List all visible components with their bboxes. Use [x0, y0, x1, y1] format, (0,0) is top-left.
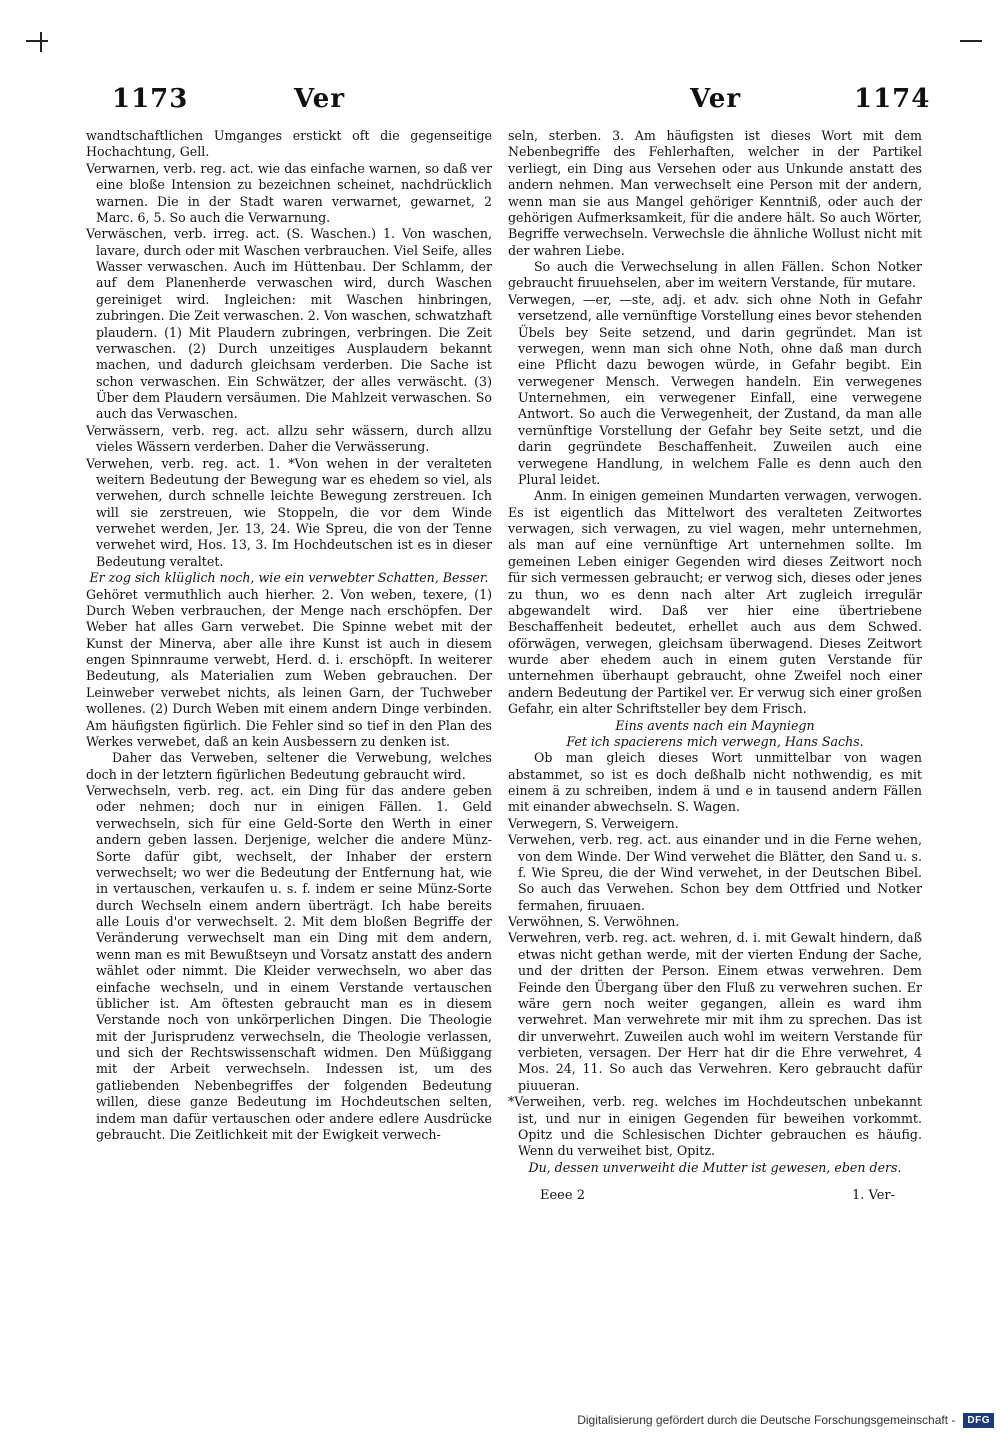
running-head-left: Ver	[294, 84, 346, 114]
dictionary-entry: Verwegern, S. Verweigern.	[508, 815, 679, 831]
dictionary-entry: Verwöhnen, S. Verwöhnen.	[508, 914, 680, 929]
right-column	[508, 128, 922, 1176]
footer-credit: Digitalisierung gefördert durch die Deutsche Forschungsgemeinschaft -	[577, 1413, 956, 1427]
verse-quote: Fet ich spacierens mich verwegn, Hans Sachs.	[566, 733, 864, 749]
crop-mark	[960, 40, 982, 42]
verse-quote: Er zog sich klüglich noch, wie ein verwebter Schatten, Besser.	[89, 570, 489, 586]
crop-mark	[26, 40, 48, 42]
dictionary-entry: Verwäschen, verb. irreg. act. (S. Waschen.) 1. Von waschen, lavare, durch oder mit Waschen verbrauchen. Viel Seife, alles Wasser verwaschen. Auch im Hüttenbau. Der Schlamm, der auf dem Planenherde verwaschen wird, durch Waschen gereiniget wird. Ingleichen: mit Waschen hinbringen, zubringen. Die Zeit verwaschen. 2. Von waschen, schwatzhaft plaudern. (1) Mit Plaudern zubringen, verbringen. Die Zeit verwaschen. (2) Durch unzeitiges Ausplaudern bekannt machen, und dadurch gleichsam verderben. Die Sache ist schon verwaschen. Ein Schwätzer, der alles verwäscht. (3) Über dem Plaudern versäumen. Die Mahlzeit verwaschen. So auch das Verwaschen.	[86, 226, 492, 422]
annotation-paragraph: Anm. In einigen gemeinen Mundarten verwagen, verwogen. Es ist eigentlich das Mittelwort des veralteten Zeitwortes verwagen, sich verwagen, zu viel wagen, mehr unternehmen, als man auf eine vernünftige Art unternehmen sollte. Im gemeinen Leben einiger Gegenden wird dieses Zeitwort noch für sich vermessen gebraucht; er verwog sich, dieses oder jenes zu thun, wo es denn nach alter Art zugleich irregulär abgewandelt wird. Daß ver hier eine übertriebene Beschaffenheit bedeutet, erhellet auch aus dem Schwed. oförwägen, verwegen, gleichsam überwagend. Dieses Zeitwort wurde aber ehedem auch in einem guten Verstande für unternehmen überhaupt gebraucht, ohne Zweifel noch einer andern Bedeutung der Partikel ver. Er verwug sich einer großen Gefahr, ein alter Schriftsteller bey dem Frisch.	[508, 488, 922, 717]
text-paragraph: Gehöret vermuthlich auch hierher. 2. Von weben, texere, (1) Durch Weben verbrauchen, der Menge nach erschöpfen. Der Weber hat alles Garn verwebet. Die Spinne webet mit der Kunst der Minerva, aber alle ihre Kunst ist auch in diesem engen Spinnraume verwebt, Herd. d. i. erschöpft. In weiterer Bedeutung, als Materialien zum Weben gebrauchen. Der Leinweber verwebet nichts, als leinen Garn, der Tuchweber wollenes. (2) Durch Weben mit einem andern Dinge verbinden. Am häufigsten figürlich. Die Fehler sind so tief in den Plan des Werkes verwebet, daß an kein Ausbessern zu denken ist.	[86, 586, 492, 749]
left-column	[86, 128, 492, 1143]
text-paragraph: seln, sterben. 3. Am häufigsten ist dieses Wort mit dem Nebenbegriffe des Fehlerhaften, welcher in der Partikel verliegt, ein Ding aus Versehen oder aus Unkunde anstatt des andern nehmen. Man verwechselt eine Person mit der andern, wenn man sie aus Mangel gehöriger Kenntniß, oder auch der gehörigen Aufmerksamkeit, für die andere hält. So auch Wörter, Begriffe verwechseln. Verwechsle die ähnliche Wollust nicht mit der wahren Liebe.	[508, 128, 922, 258]
dictionary-entry: *Verweihen, verb. reg. welches im Hochdeutschen unbekannt ist, und nur in einigen Gegenden für beweihen vorkommt. Opitz und die Schlesischen Dichter gebrauchen es häufig. Wenn du verweihet bist, Opitz.	[508, 1094, 922, 1159]
catchword: 1. Ver-	[852, 1188, 896, 1203]
text-paragraph: Ob man gleich dieses Wort unmittelbar von wagen abstammet, so ist es doch deßhalb nicht nothwendig, es mit einem ä zu schreiben, indem ä und e in tausend andern Fällen mit einander abwechseln. S. Wagen.	[508, 750, 922, 815]
dictionary-entry: Verwegen, —er, —ste, adj. et adv. sich ohne Noth in Gefahr versetzend, alle vernünftige Vorstellung eines bevor stehenden Übels bey Seite setzend, und darin gegründet. Man ist verwegen, wenn man sich ohne Noth, ohne daß man durch eine Pflicht dazu bewogen würde, in Gefahr begibt. Ein verwegener Mensch. Verwegen handeln. Ein verwegenes Unternehmen, ein verwegener Einfall, eine verwegene Antwort. So auch die Verwegenheit, der Zustand, da man alle vernünftige Vorstellung der Gefahr bey Seite setzt, und die darin gegründete Beschaffenheit. Zuweilen auch eine verwegene Handlung, in welchem Falle es denn auch den Plural leidet.	[508, 291, 922, 487]
crop-mark	[40, 32, 42, 52]
digitization-footer	[0, 1408, 1000, 1432]
dictionary-entry: Verwarnen, verb. reg. act. wie das einfache warnen, so daß ver eine bloße Intension zu bezeichnen scheinet, nachdrücklich warnen. Die in der Stadt waren verwarnet, gewarnet, 2 Marc. 6, 5. So auch die Verwarnung.	[86, 160, 492, 225]
signature-mark: Eeee 2	[540, 1188, 585, 1203]
running-head-right: Ver	[690, 84, 742, 114]
page-number-left: 1173	[112, 84, 189, 114]
verse-quote: Eins avents nach ein Mayniegn	[615, 717, 815, 733]
dictionary-entry: Verwässern, verb. reg. act. allzu sehr wässern, durch allzu vieles Wässern verderben. Daher die Verwässerung.	[86, 422, 492, 455]
dictionary-entry: Verwechseln, verb. reg. act. ein Ding für das andere geben oder nehmen; doch nur in einigen Fällen. 1. Geld verwechseln, sich für eine Geld-Sorte den Werth in einer andern geben lassen. Derjenige, welcher die andere Münz-Sorte dafür gibt, wechselt, der Inhaber der erstern verwechselt; wo wer die Bedeutung der Entfernung hat, wie in vertauschen, verkaufen u. s. f. indem er seine Münz-Sorte durch Wechseln einem andern überträgt. Ich habe bereits alle Louis d'or verwechselt. 2. Mit dem bloßen Begriffe der Veränderung verwechselt man ein Ding mit dem andern, wenn man es mit Bewußtseyn und Vorsatz anstatt des andern wählet oder nimmt. Die Kleider verwechseln, wo aber das einfache wechseln, und in einem Verstande vertauschen üblicher ist. Am öftesten gebraucht man es in diesem Verstande noch von unkörperlichen Dingen. Die Theologie mit der Jurisprudenz verwechseln, die Theologie verlassen, und sich der Rechtswissenschaft widmen. Den Müßiggang mit der Arbeit verwechseln. Indessen ist, um des gatliebenden Nebenbegriffes der folgenden Bedeutung willen, diese ganze Bedeutung im Hochdeutschen selten, indem man dafür vertauschen oder andere edlere Ausdrücke gebraucht. Die Zeitlichkeit mit der Ewigkeit verwech-	[86, 783, 492, 1142]
dictionary-entry: Verwehren, verb. reg. act. wehren, d. i. mit Gewalt hindern, daß etwas nicht gethan werde, mit der vierten Endung der Sache, und der dritten der Person. Einem etwas verwehren. Dem Feinde den Übergang über den Fluß zu verwehren suchen. Er wäre gern noch weiter gegangen, allein es ward ihm verwehret. Man verwehrete mir mit ihm zu sprechen. Das ist dir unverwehrt. Zuweilen auch wohl im weitern Verstande für verbieten, versagen. Der Herr hat dir die Ehre verwehret, 4 Mos. 24, 11. So auch das Verwehren. Kero gebraucht dafür piuueran.	[508, 930, 922, 1093]
text-paragraph: So auch die Verwechselung in allen Fällen. Schon Notker gebraucht firuuehselen, aber im weitern Verstande, für mutare.	[508, 259, 922, 291]
text-paragraph: Daher das Verweben, seltener die Verwebung, welches doch in der letztern figürlichen Bedeutung gebraucht wird.	[86, 750, 492, 782]
dfg-logo-icon: DFG	[963, 1413, 994, 1428]
page-number-right: 1174	[854, 84, 931, 114]
verse-quote: Du, dessen unverweiht die Mutter ist gewesen, eben ders.	[528, 1159, 902, 1175]
dictionary-entry: Verwehen, verb. reg. act. 1. *Von wehen in der veralteten weitern Bedeutung der Bewegung war es ehedem so viel, als verwehen, durch schnelle leichte Bewegung zerstreuen. Ich will sie zerstreuen, wie Stoppeln, die vor dem Winde verwehet werden, Jer. 13, 24. Wie Spreu, die von der Tenne verwehet wird, Hos. 13, 3. Im Hochdeutschen ist es in dieser Bedeutung veraltet.	[86, 455, 492, 569]
dictionary-entry: Verwehen, verb. reg. act. aus einander und in die Ferne wehen, von dem Winde. Der Wind verwehet die Blätter, den Sand u. s. f. Wie Spreu, die der Wind verwehet, in der Deutschen Bibel. So auch das Verwehen. Schon bey dem Ottfried und Notker fermahen, firuuaen.	[508, 832, 922, 913]
text-paragraph: wandtschaftlichen Umganges erstickt oft die gegenseitige Hochachtung, Gell.	[86, 128, 492, 160]
